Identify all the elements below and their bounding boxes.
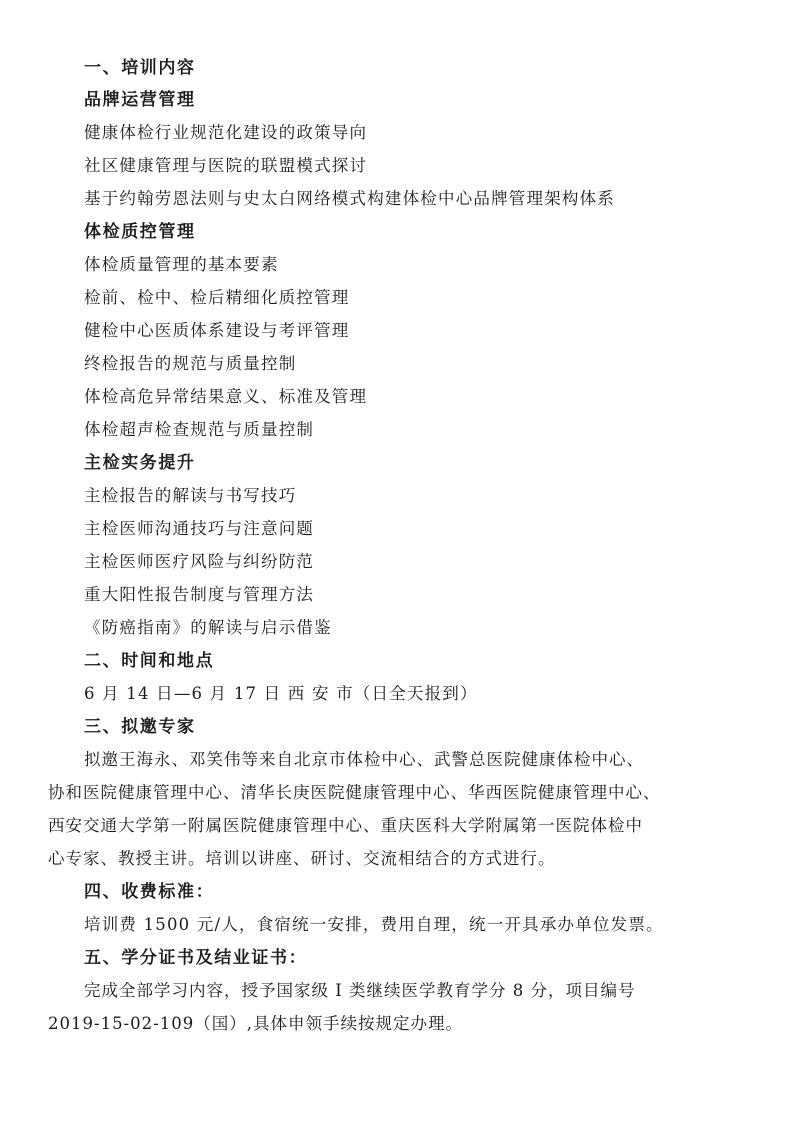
list-item: 体检高危异常结果意义、标准及管理 xyxy=(84,387,368,406)
section-heading-time-place: 二、时间和地点 xyxy=(84,651,215,671)
group-title-quality: 体检质控管理 xyxy=(84,222,196,242)
section-heading-experts: 三、拟邀专家 xyxy=(84,717,196,737)
experts-line: 拟邀王海永、邓笑伟等来自北京市体检中心、武警总医院健康体检中心、 xyxy=(84,750,644,769)
list-item: 终检报告的规范与质量控制 xyxy=(84,354,297,373)
time-place-text: 6 月 14 日—6 月 17 日 西 安 市（日全天报到） xyxy=(84,684,478,703)
group-title-brand: 品牌运营管理 xyxy=(84,90,196,110)
list-item: 主检医师医疗风险与纠纷防范 xyxy=(84,552,315,571)
list-item: 健检中心医质体系建设与考评管理 xyxy=(84,321,350,340)
list-item: 体检质量管理的基本要素 xyxy=(84,255,279,274)
list-item: 主检报告的解读与书写技巧 xyxy=(84,486,297,505)
section-heading-certificate: 五、学分证书及结业证书： xyxy=(84,948,308,968)
list-item: 重大阳性报告制度与管理方法 xyxy=(84,585,315,604)
fees-text: 培训费 1500 元/人，食宿统一安排，费用自理，统一开具承办单位发票。 xyxy=(84,915,664,934)
list-item: 社区健康管理与医院的联盟模式探讨 xyxy=(84,156,368,175)
list-item: 基于约翰劳恩法则与史太白网络模式构建体检中心品牌管理架构体系 xyxy=(84,189,615,208)
list-item: 健康体检行业规范化建设的政策导向 xyxy=(84,123,368,142)
certificate-line: 完成全部学习内容，授予国家级 I 类继续医学教育学分 8 分，项目编号 xyxy=(84,981,636,1000)
list-item: 体检超声检查规范与质量控制 xyxy=(84,420,315,439)
experts-line: 协和医院健康管理中心、清华长庚医院健康管理中心、华西医院健康管理中心、 xyxy=(48,783,661,802)
section-heading-training: 一、培训内容 xyxy=(84,58,196,78)
experts-line: 心专家、教授主讲。培训以讲座、研讨、交流相结合的方式进行。 xyxy=(48,849,556,868)
list-item: 主检医师沟通技巧与注意问题 xyxy=(84,519,315,538)
section-heading-fees: 四、收费标准： xyxy=(84,882,215,902)
list-item: 检前、检中、检后精细化质控管理 xyxy=(84,288,350,307)
certificate-line: 2019-15-02-109（国）,具体申领手续按规定办理。 xyxy=(48,1014,463,1033)
group-title-chief-exam: 主检实务提升 xyxy=(84,453,196,473)
experts-line: 西安交通大学第一附属医院健康管理中心、重庆医科大学附属第一医院体检中 xyxy=(48,816,643,835)
list-item: 《防癌指南》的解读与启示借鉴 xyxy=(84,618,332,637)
